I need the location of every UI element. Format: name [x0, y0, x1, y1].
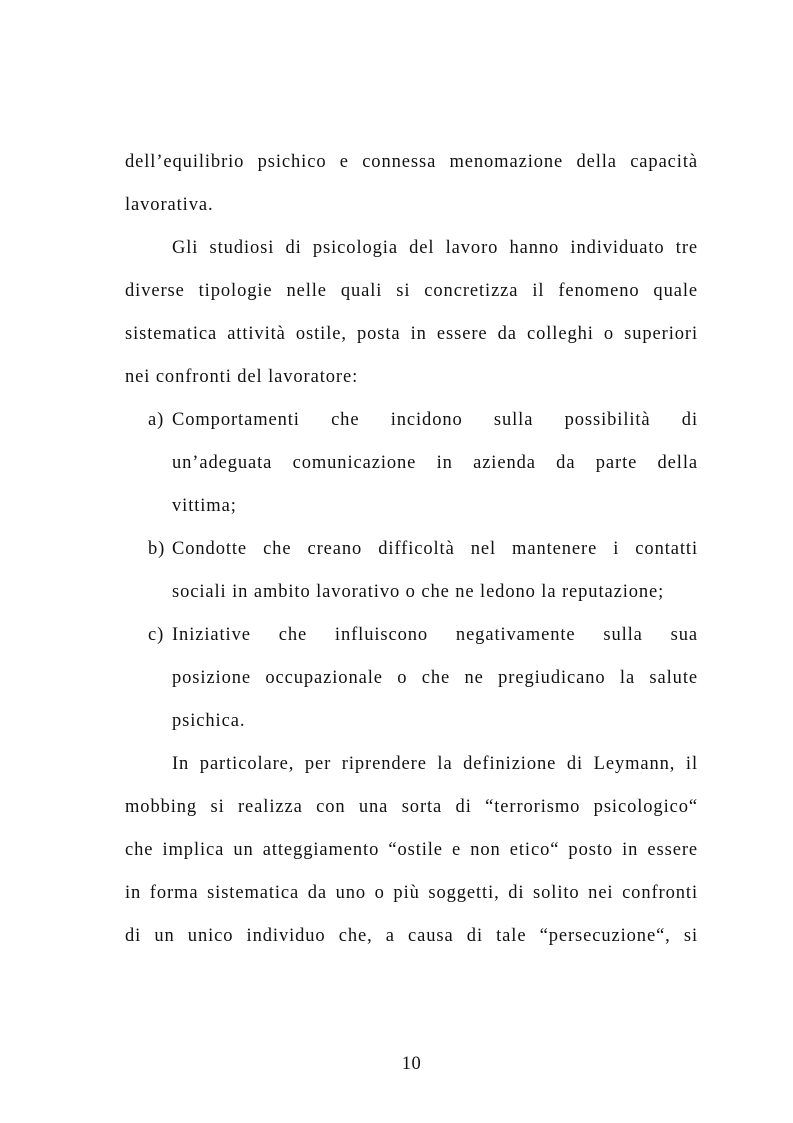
list-item-text: Iniziative che influiscono negativamente sulla sua [172, 625, 698, 645]
list-marker: a) [148, 410, 165, 430]
list-item-line: psichica. [172, 711, 246, 731]
text-line: di un unico individuo che, a causa di tale “persecuzione“, si [125, 926, 698, 946]
list-item-b [125, 528, 698, 614]
list-item-c [125, 614, 698, 743]
text-line: Gli studiosi di psicologia del lavoro hanno individuato tre [172, 238, 698, 258]
paragraph-continuation [125, 141, 698, 227]
text-line: che implica un atteggiamento “ostile e non etico“ posto in essere [125, 840, 698, 860]
list-item-line: un’adeguata comunicazione in azienda da parte della [172, 453, 698, 473]
page-number: 10 [401, 1054, 422, 1074]
list-item-line [125, 614, 698, 657]
typology-list [125, 399, 698, 743]
list-marker: b) [148, 539, 166, 559]
list-item-line [125, 399, 698, 442]
list-item-a [125, 399, 698, 528]
page-text [125, 141, 698, 958]
text-line: nei confronti del lavoratore: [125, 367, 359, 387]
list-item-line: vittima; [172, 496, 237, 516]
text-line: in forma sistematica da uno o più soggetti, di solito nei confronti [125, 883, 698, 903]
list-item-line: sociali in ambito lavorativo o che ne ledono la reputazione; [172, 582, 665, 602]
list-item-line [125, 528, 698, 571]
text-line: In particolare, per riprendere la definizione di Leymann, il [172, 754, 698, 774]
paragraph-typologies [125, 227, 698, 399]
text-line: mobbing si realizza con una sorta di “terrorismo psicologico“ [125, 797, 698, 817]
list-item-line: posizione occupazionale o che ne pregiudicano la salute [172, 668, 698, 688]
list-item-text: Condotte che creano difficoltà nel mantenere i contatti [172, 539, 698, 559]
text-line: dell’equilibrio psichico e connessa menomazione della capacità [125, 152, 698, 172]
paragraph-leymann [125, 743, 698, 958]
text-line: diverse tipologie nelle quali si concretizza il fenomeno quale [125, 281, 698, 301]
text-line: sistematica attività ostile, posta in essere da colleghi o superiori [125, 324, 698, 344]
text-line: lavorativa. [125, 195, 214, 215]
list-marker: c) [148, 625, 165, 645]
list-item-text: Comportamenti che incidono sulla possibilità di [172, 410, 698, 430]
